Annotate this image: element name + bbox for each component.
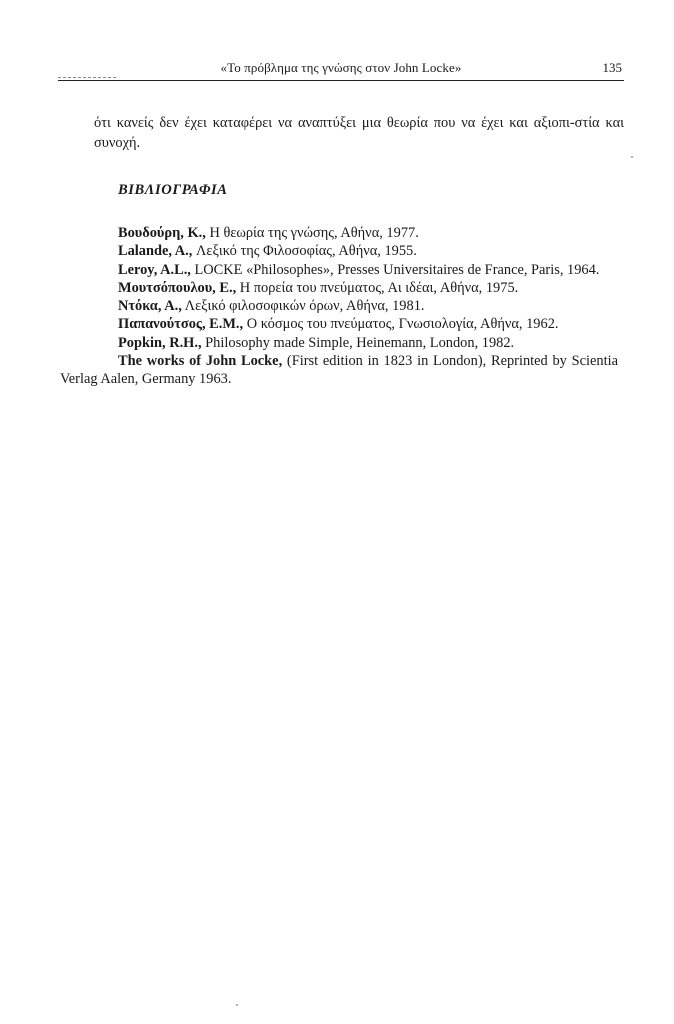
bibliography-author: Popkin, R.H., (118, 334, 202, 351)
bibliography-reference: Philosophy made Simple, Heinemann, London, 1982. (201, 334, 515, 351)
body-paragraph: ότι κανείς δεν έχει καταφέρει να αναπτύξει μια θεωρία που να έχει και αξιοπι-στία και συνοχή. (94, 115, 624, 151)
bibliography-entry (94, 279, 618, 297)
header-title: «Το πρόβλημα της γνώσης στον John Locke» (220, 60, 462, 75)
bibliography-reference: Λεξικό της Φιλοσοφίας, Αθήνα, 1955. (192, 243, 417, 260)
scan-speck (631, 156, 633, 158)
bibliography-reference: LOCKE «Philosophes», Presses Universitaires de France, Paris, 1964. (190, 261, 600, 278)
bibliography-reference: Η θεωρία της γνώσης, Αθήνα, 1977. (205, 225, 419, 241)
bibliography-reference: Η πορεία του πνεύματος, Αι ιδέαι, Αθήνα, 1975. (236, 279, 519, 296)
bibliography-entry (60, 261, 618, 279)
bibliography-entry (94, 242, 618, 260)
bibliography-author: Βουδούρη, Κ., (118, 225, 206, 241)
bibliography-author: Leroy, A.L., (118, 261, 191, 278)
running-header (58, 58, 624, 81)
page-number: 135 (602, 60, 622, 75)
bibliography-author: Lalande, A., (118, 243, 193, 260)
bibliography-reference: Λεξικό φιλοσοφικών όρων, Αθήνα, 1981. (181, 298, 425, 315)
header-rule-dashes (58, 77, 116, 78)
body-paragraph-block (94, 113, 624, 153)
bibliography-entry (94, 334, 618, 352)
bibliography-reference: Ο κόσμος του πνεύματος, Γνωσιολογία, Αθήνα, 1962. (243, 316, 559, 333)
bibliography-entry (94, 297, 618, 315)
bibliography-entry (60, 315, 618, 333)
bibliography-author: Μουτσόπουλου, Ε., (118, 279, 237, 296)
bibliography-author: Ντόκα, Α., (118, 298, 182, 315)
bibliography-entry (60, 352, 618, 389)
bibliography-reference: (First edition in 1823 in London), Reprinted by Scientia Verlag Aalen, Germany 1963. (60, 353, 618, 388)
bibliography-heading: ΒΙΒΛΙΟΓΡΑΦΙΑ (118, 182, 228, 198)
bibliography-author: The works of John Locke, (118, 353, 283, 370)
bibliography-author: Παπανούτσος, Ε.Μ., (118, 316, 244, 333)
bibliography-list (60, 224, 618, 389)
bibliography-entry (94, 224, 618, 242)
scan-speck (236, 1004, 238, 1006)
